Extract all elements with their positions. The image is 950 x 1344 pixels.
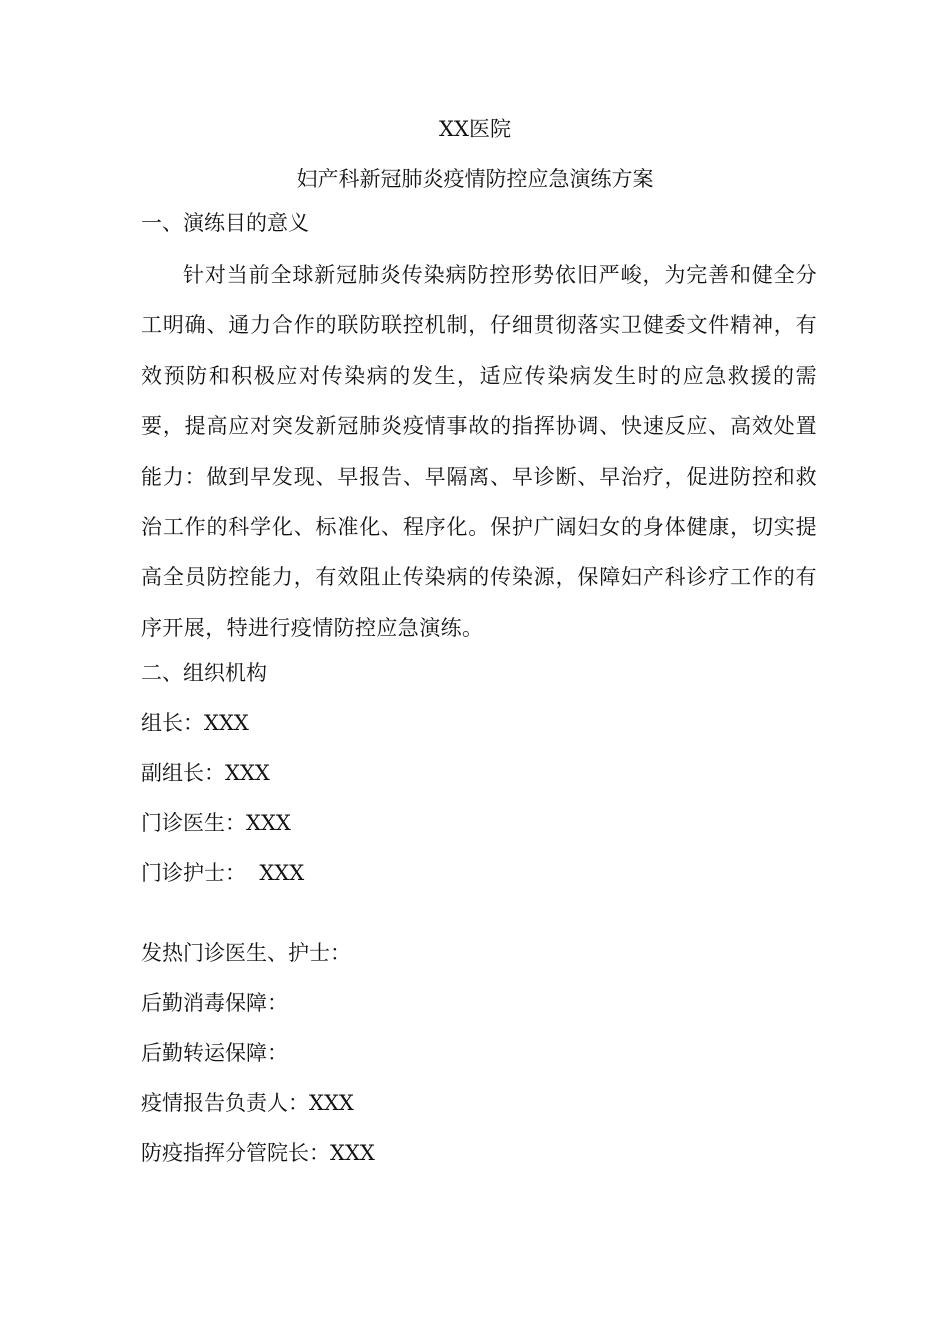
- purpose-paragraph: 针对当前全球新冠肺炎传染病防控形势依旧严峻，为完善和健全分工明确、通力合作的联防联控机制，仔细贯彻落实卫健委文件精神，有效预防和积极应对传染病的发生，适应传染病发生时的应急救援的需要，提高应对突发新冠肺炎疫情事故的指挥协调、快速反应、高效处置能力：做到早发现、早报告、早隔离、早诊断、早治疗，促进防控和救治工作的科学化、标准化、程序化。保护广阔妇女的身体健康，切实提高全员防控能力，有效阻止传染病的传染源，保障妇产科诊疗工作的有序开展，特进行疫情防控应急演练。: [141, 263, 817, 640]
- org-item-outpatient-doctor: 门诊医生：XXX: [141, 811, 291, 835]
- section-heading-organization: 二、组织机构: [141, 661, 267, 685]
- org-item-team-leader: 组长：XXX: [141, 711, 249, 735]
- org-item-disinfection-support: 后勤消毒保障：: [141, 991, 288, 1015]
- org-item-deputy-leader: 副组长：XXX: [141, 761, 270, 785]
- section-heading-purpose: 一、演练目的意义: [141, 211, 309, 235]
- org-item-outpatient-nurse: 门诊护士： XXX: [141, 861, 305, 885]
- hospital-name: XX医院: [439, 117, 511, 141]
- plan-title: 妇产科新冠肺炎疫情防控应急演练方案: [296, 167, 654, 191]
- org-item-epidemic-reporter: 疫情报告负责人：XXX: [141, 1091, 354, 1115]
- org-item-transport-support: 后勤转运保障：: [141, 1041, 288, 1065]
- org-item-vice-president: 防疫指挥分管院长：XXX: [141, 1141, 375, 1165]
- org-item-fever-clinic-staff: 发热门诊医生、护士：: [141, 941, 351, 965]
